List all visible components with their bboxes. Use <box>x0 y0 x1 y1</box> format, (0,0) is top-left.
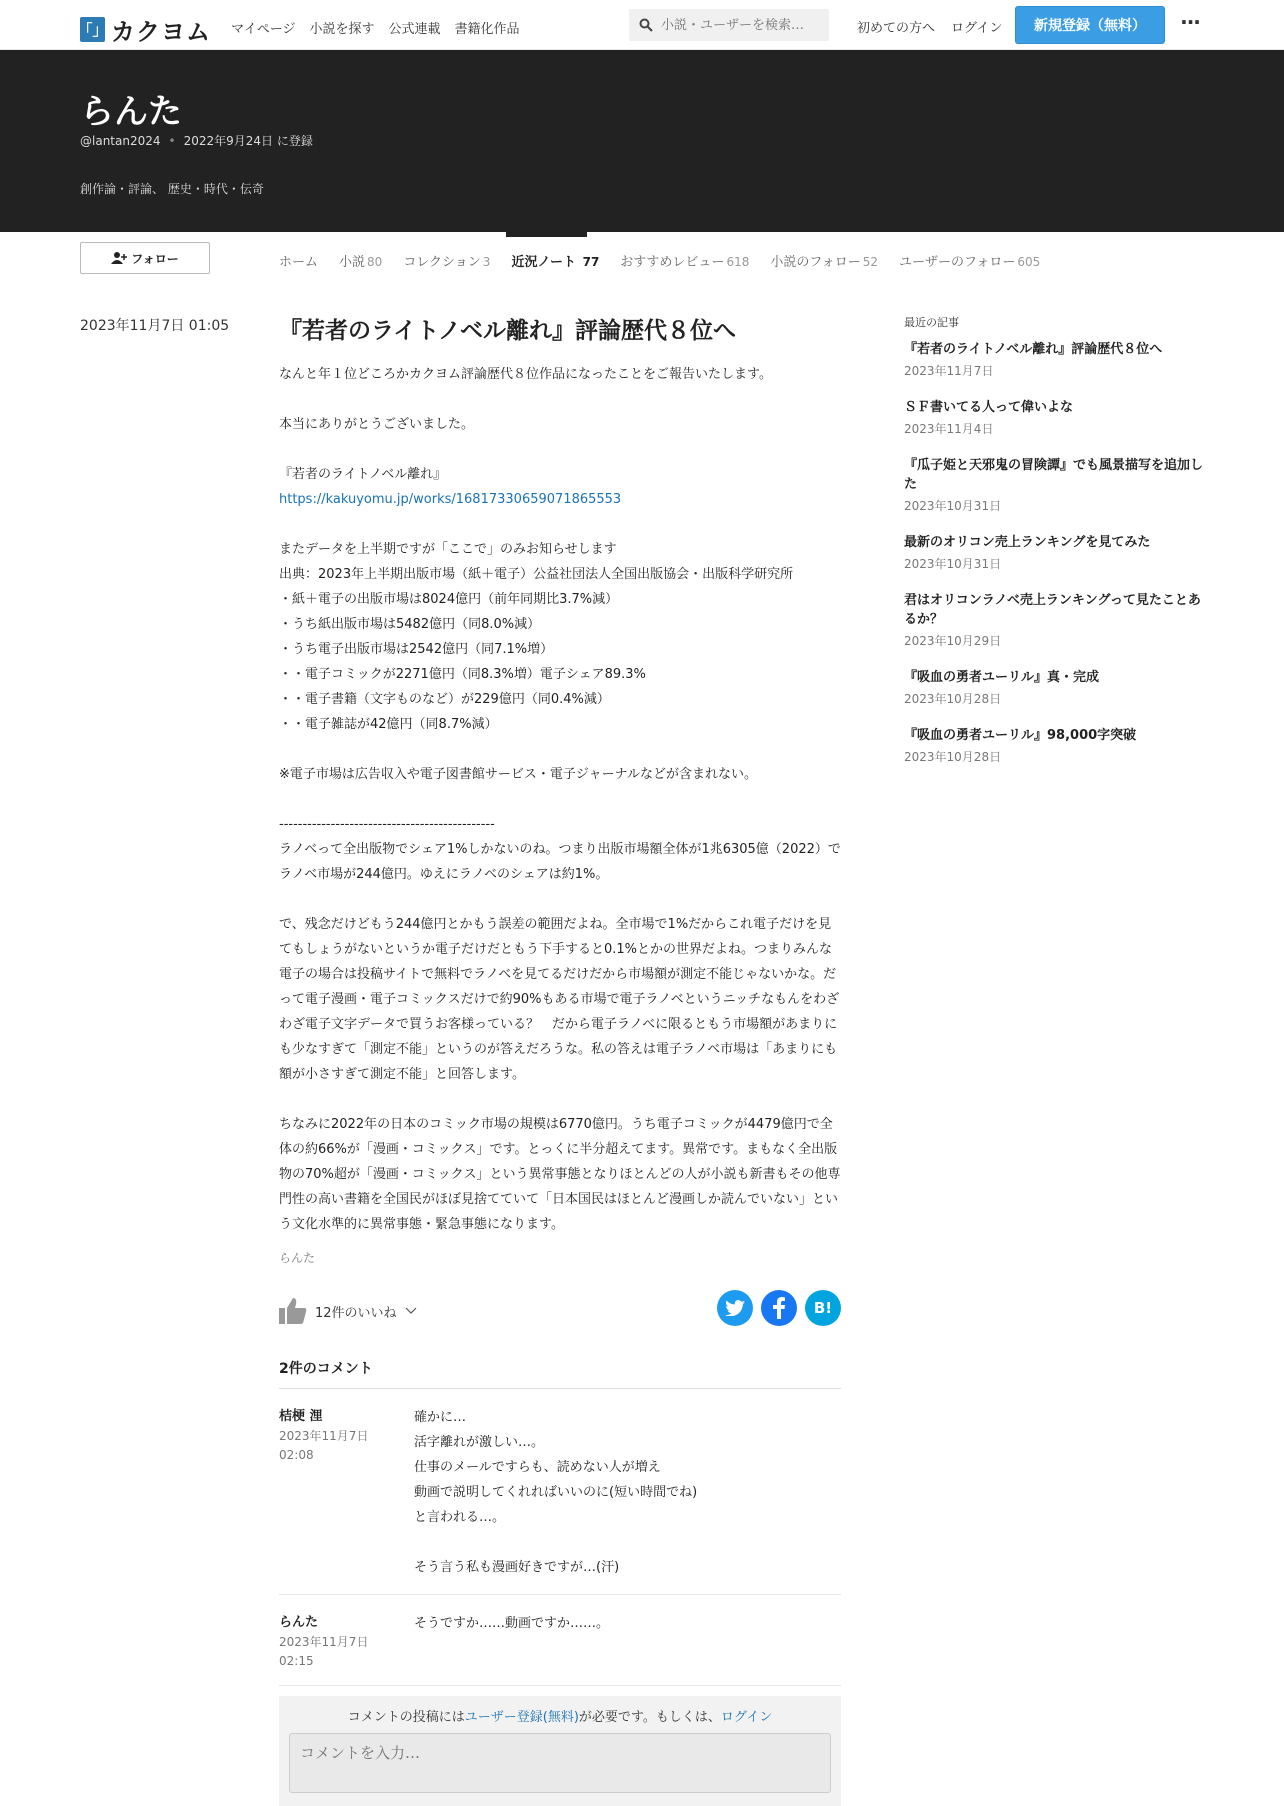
tab-label: 小説のフォロー <box>770 255 861 270</box>
signup-button[interactable]: 新規登録（無料） <box>1015 6 1165 44</box>
recent-post-item[interactable] <box>904 533 1204 572</box>
like-button[interactable] <box>279 1298 417 1324</box>
recent-post-title[interactable]: 『吸血の勇者ユーリル』98,000字突破 <box>904 728 1137 743</box>
main-nav-links <box>231 18 520 37</box>
recent-post-item[interactable] <box>904 591 1204 649</box>
comment-date-time: 02:08 <box>279 1448 314 1462</box>
tab-count: 80 <box>367 255 383 269</box>
comment-meta <box>279 1611 414 1671</box>
post-body <box>279 362 841 1237</box>
recent-post-date: 2023年10月28日 <box>904 692 1002 706</box>
comment-meta <box>279 1405 414 1580</box>
recent-post-item[interactable] <box>904 726 1204 765</box>
first-time-link[interactable]: 初めての方へ <box>857 21 936 36</box>
user-plus-icon <box>111 252 127 264</box>
recent-posts-sidebar <box>904 314 1204 784</box>
notice-text: コメントの投稿には <box>347 1710 465 1725</box>
post-title: 『若者のライトノベル離れ』評論歴代８位へ <box>279 318 737 344</box>
recent-post-date: 2023年10月31日 <box>904 557 1002 571</box>
separator-dot: • <box>168 134 176 148</box>
nav-link-books[interactable]: 書籍化作品 <box>454 22 520 37</box>
recent-post-date: 2023年10月29日 <box>904 634 1002 648</box>
tab-count: 52 <box>862 255 878 269</box>
recent-post-title[interactable]: ＳＦ書いてる人って偉いよな <box>904 400 1074 415</box>
tab-label: 近況ノート <box>511 255 577 270</box>
tab-user-follows[interactable] <box>899 251 1040 270</box>
tab-label: ホーム <box>279 255 319 270</box>
like-count: 12件のいいね <box>315 1305 397 1321</box>
comments-heading: 2件のコメント <box>279 1358 841 1389</box>
profile-name: らんた <box>80 92 182 132</box>
recent-post-date: 2023年11月7日 <box>904 364 994 378</box>
logo-text: カクヨム <box>111 18 211 46</box>
profile-genres: 創作論・評論、 歴史・時代・伝奇 <box>80 182 264 196</box>
comment-login-notice <box>289 1706 831 1725</box>
tab-collections[interactable] <box>403 251 490 270</box>
comment-form <box>279 1696 841 1806</box>
comment-date-day: 2023年11月7日 <box>279 1635 369 1649</box>
signup-link[interactable]: ユーザー登録(無料) <box>464 1710 579 1725</box>
nav-link-official[interactable]: 公式連載 <box>388 22 441 37</box>
comment-item <box>279 1595 841 1686</box>
tab-home[interactable] <box>279 251 318 270</box>
comment-body: そうですか……動画ですか……。 <box>414 1616 610 1631</box>
comment-date-time: 02:15 <box>279 1654 314 1668</box>
nav-link-search-novels[interactable]: 小説を探す <box>309 22 375 37</box>
login-link-inline[interactable]: ログイン <box>720 1710 773 1725</box>
comment-date-day: 2023年11月7日 <box>279 1429 369 1443</box>
nav-right-links <box>857 17 1002 36</box>
recent-post-title[interactable]: 『吸血の勇者ユーリル』真・完成 <box>904 670 1100 685</box>
chevron-down-icon <box>405 1307 417 1315</box>
recent-post-item[interactable] <box>904 668 1204 707</box>
more-menu-icon[interactable]: ··· <box>1180 10 1200 34</box>
post-body-main: またデータを上半期ですが「ここで」のみお知らせします 出典：2023年上半期出版市場（紙＋電子）公益社団法人全国出版協会・出版科学研究所 ・紙＋電子の出版市場は8024億円（前年同期比3.7%減） ・うち紙出版市場は5482億円（同8.0%減） ・うち電子出版市場は2542億円（同7.1%増） ・・電子コミックが2271億円（同8.3%増）電子シェア89.3% ・・電子書籍（文字ものなど）が229億円（同0.4%減） ・・電子雑誌が42億円（同8.7%減） ※電子市場は広告収入や電子図書館サービス・電子ジャーナルなどが含まれない。 ---------------------------------------------- ラノベって全出版物でシェア1%しかないのね。つまり出版市場額全体が1兆6305億（2022）でラノベ市場が244億円。ゆえにラノベのシェアは約1%。 で、残念だけどもう244億円とかもう誤差の範囲だよね。全市場で1%だからこれ電子だけを見てもしょうがないというか電子だけだともう下手すると0.1%とかの世界だよね。つまりみんな電子の場合は投稿サイトで無料でラノベを見てるだけだから市場額が測定不能じゃないかな。だって電子漫画・電子コミックスだけで約90%もある市場で電子ラノベというニッチなもんをわざわざ電子文字データで買うお客様っている？ だから電子ラノベに限るともう市場額があまりにも少なすぎて「測定不能」というのが答えだろうな。私の答えは電子ラノベ市場は「あまりにも額が小さすぎて測定不能」と回答します。 ちなみに2022年の日本のコミック市場の規模は6770億円。うち電子コミックが4479億円で全体の約66%が「漫画・コミックス」です。とっくに半分超えてます。異常です。まもなく全出版物の70%超が「漫画・コミックス」という異常事態となりほとんどの人が小説も新書もその他専門性の高い書籍を全国民がほぼ見捨てていて「日本国民はほとんど漫画しか読んでいない」という文化水準的に異常事態・緊急事態になります。 <box>279 542 841 1232</box>
kakuyomu-logo[interactable] <box>77 12 211 47</box>
profile-meta <box>80 132 313 149</box>
share-buttons <box>717 1290 841 1326</box>
tab-label: 小説 <box>339 255 366 270</box>
recent-post-item[interactable] <box>904 456 1204 514</box>
post-body-intro: なんと年１位どころかカクヨム評論歴代８位作品になったことをご報告いたします。 本当にありがとうございました。 『若者のライトノベル離れ』 <box>279 367 772 482</box>
notice-text: が必要です。もしくは、 <box>578 1710 721 1725</box>
recent-post-title[interactable]: 最新のオリコン売上ランキングを見てみた <box>904 535 1151 550</box>
top-navigation <box>0 0 1284 50</box>
reactions-bar <box>279 1290 841 1330</box>
recent-post-title[interactable]: 『瓜子姫と天邪鬼の冒険譚』でも風景描写を追加した <box>904 458 1204 492</box>
search-icon <box>639 18 653 32</box>
tab-novel-follows[interactable] <box>770 251 878 270</box>
active-tab-indicator <box>506 232 587 237</box>
tab-count: 77 <box>582 255 600 269</box>
twitter-share-icon[interactable] <box>717 1290 753 1326</box>
tab-count: 605 <box>1017 255 1041 269</box>
comment-body: 確かに… 活字離れが激しい…。 仕事のメールですらも、読めない人が増え 動画で説明してくれればいいのに(短い時間でね) と言われる…。 そう言う私も漫画好きですが…(汗) <box>414 1410 698 1575</box>
tab-count: 3 <box>482 255 491 269</box>
recent-post-title[interactable]: 『若者のライトノベル離れ』評論歴代８位へ <box>904 342 1163 357</box>
sidebar-title: 最近の記事 <box>904 316 959 329</box>
tab-count: 618 <box>726 255 750 269</box>
comment-author[interactable]: らんた <box>279 1615 319 1630</box>
post-date: 2023年11月7日 01:05 <box>80 318 230 334</box>
comment-item <box>279 1389 841 1595</box>
recent-post-date: 2023年10月28日 <box>904 750 1002 764</box>
tab-reviews[interactable] <box>620 251 749 270</box>
work-link[interactable]: https://kakuyomu.jp/works/16817330659071865553 <box>279 492 622 507</box>
follow-button[interactable] <box>80 242 210 274</box>
logo-mark: 「」 <box>80 17 105 42</box>
comment-input[interactable] <box>289 1733 831 1793</box>
profile-header <box>0 50 1284 232</box>
profile-handle: @lantan2024 <box>80 134 161 148</box>
recent-post-date: 2023年11月4日 <box>904 422 994 436</box>
tab-news-notes[interactable] <box>511 251 599 270</box>
recent-post-item[interactable] <box>904 340 1204 379</box>
post-signature: らんた <box>279 1251 316 1265</box>
search-box <box>629 9 829 41</box>
search-input[interactable] <box>661 18 821 33</box>
recent-post-title[interactable]: 君はオリコンラノベ売上ランキングって見たことあるか？ <box>904 593 1201 627</box>
tab-label: コレクション <box>403 255 481 270</box>
comment-date <box>279 1633 414 1671</box>
profile-tabs <box>279 251 1040 270</box>
nav-link-mypage[interactable]: マイページ <box>231 22 296 37</box>
recent-post-item[interactable] <box>904 398 1204 437</box>
comment-date <box>279 1427 414 1465</box>
facebook-share-icon[interactable] <box>761 1290 797 1326</box>
follow-label: フォロー <box>131 251 179 266</box>
recent-post-date: 2023年10月31日 <box>904 499 1002 513</box>
tab-label: おすすめレビュー <box>620 255 725 270</box>
tab-label: ユーザーのフォロー <box>898 255 1016 270</box>
profile-registered: 2022年9月24日 に登録 <box>183 134 313 148</box>
hatena-bookmark-icon[interactable]: B! <box>805 1290 841 1326</box>
comment-author[interactable]: 桔梗 浬 <box>279 1409 323 1424</box>
tab-novels[interactable] <box>339 251 382 270</box>
thumbs-up-icon <box>279 1298 307 1324</box>
post-article <box>279 314 841 1806</box>
login-link[interactable]: ログイン <box>951 21 1003 36</box>
